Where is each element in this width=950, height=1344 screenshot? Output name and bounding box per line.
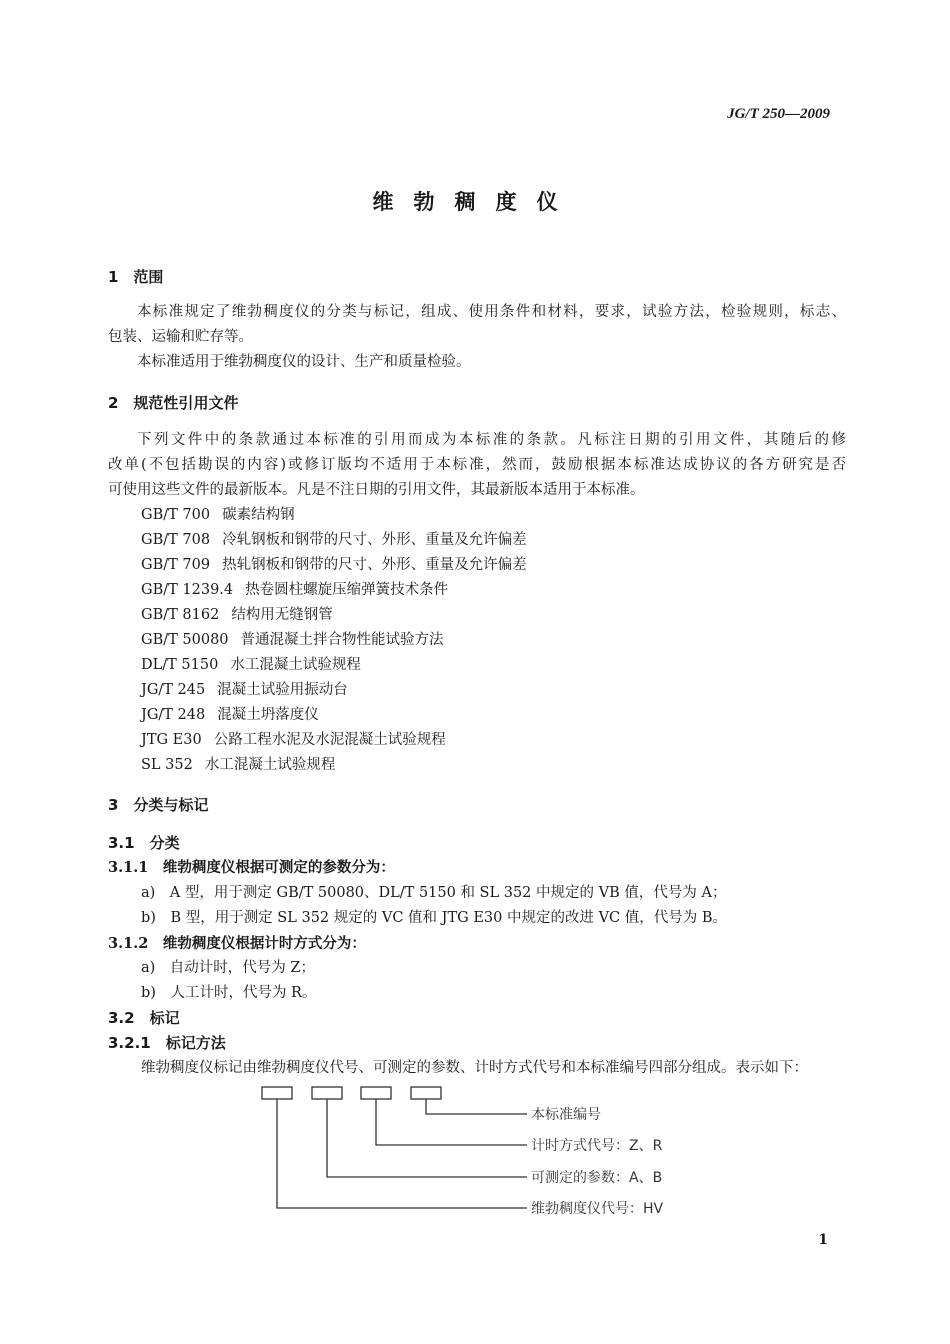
section-3-2-1-heading: 3.2.1 标记方法 — [108, 1034, 226, 1052]
section-1-para1-line1: 本标准规定了维勃稠度仪的分类与标记，组成、使用条件和材料，要求，试验方法，检验规则，标志、 — [137, 304, 846, 320]
reference-title: 结构用无缝钢管 — [231, 607, 333, 623]
document-title: 维勃稠度仪 — [372, 190, 578, 214]
reference-title: 混凝土试验用振动台 — [217, 682, 348, 698]
section-1-para1-line2: 包装、运输和贮存等。 — [108, 329, 253, 345]
diagram-box-3 — [361, 1087, 391, 1099]
reference-title: 水工混凝土试验规程 — [204, 757, 336, 773]
section-1-heading: 1 范围 — [108, 268, 164, 286]
section-3-1-heading: 3.1 分类 — [108, 834, 180, 852]
diagram-box-2 — [312, 1087, 342, 1099]
section-1-para2: 本标准适用于维勃稠度仪的设计、生产和质量检验。 — [137, 354, 471, 370]
section-2-intro-line1: 下列文件中的条款通过本标准的引用而成为本标准的条款。凡标注日期的引用文件，其随后的修 — [137, 432, 846, 448]
reference-code: JG/T 248 — [141, 707, 206, 723]
reference-code: JG/T 245 — [141, 682, 206, 698]
diagram-line-4 — [277, 1099, 527, 1208]
section-3-1-2-item-b: b) 人工计时，代号为 R。 — [141, 985, 317, 1001]
section-3-1-1-item-b: b) B 型，用于测定 SL 352 规定的 VC 值和 JTG E30 中规定的改进 VC 值，代号为 B。 — [141, 910, 728, 926]
reference-code: GB/T 50080 — [141, 632, 229, 648]
diagram-label-timing-code: 计时方式代号：Z、R — [531, 1138, 663, 1154]
diagram-line-1 — [426, 1099, 527, 1114]
diagram-label-instrument-code: 维勃稠度仪代号：HV — [531, 1201, 664, 1217]
diagram-box-4 — [411, 1087, 441, 1099]
section-2-intro-line3: 可使用这些文件的最新版本。凡是不注日期的引用文件，其最新版本适用于本标准。 — [108, 482, 645, 498]
reference-title: 混凝土坍落度仪 — [217, 707, 319, 723]
reference-title: 普通混凝土拌合物性能试验方法 — [240, 632, 444, 648]
diagram-line-3 — [327, 1099, 527, 1177]
reference-code: GB/T 708 — [141, 532, 211, 548]
diagram-line-2 — [376, 1099, 527, 1145]
diagram-label-standard-number: 本标准编号 — [531, 1107, 601, 1123]
reference-code: SL 352 — [141, 757, 193, 773]
diagram-box-1 — [262, 1087, 292, 1099]
section-3-heading: 3 分类与标记 — [108, 796, 209, 814]
diagram-label-parameter: 可测定的参数：A、B — [531, 1170, 663, 1186]
section-2-intro-line2: 改单(不包括勘误的内容)或修订版均不适用于本标准，然而，鼓励根据本标准达成协议的各方研究是否 — [108, 457, 846, 473]
section-3-1-2: 3.1.2 维勃稠度仪根据计时方式分为： — [108, 935, 366, 952]
section-3-1-1-item-a: a) A 型，用于测定 GB/T 50080、DL/T 5150 和 SL 352 中规定的 VB 值，代号为 A； — [141, 885, 727, 901]
reference-code: GB/T 700 — [141, 507, 211, 523]
reference-title: 热轧钢板和钢带的尺寸、外形、重量及允许偏差 — [222, 557, 527, 573]
standard-number: JG/T 250—2009 — [727, 106, 830, 122]
reference-title: 碳素结构钢 — [222, 507, 295, 523]
section-3-2-1-text: 维勃稠度仪标记由维勃稠度仪代号、可测定的参数、计时方式代号和本标准编号四部分组成。表示如下： — [141, 1060, 808, 1076]
reference-title: 冷轧钢板和钢带的尺寸、外形、重量及允许偏差 — [222, 532, 527, 548]
section-3-1-2-item-a: a) 自动计时，代号为 Z； — [141, 960, 315, 976]
section-3-1-1: 3.1.1 维勃稠度仪根据可测定的参数分为： — [108, 859, 395, 876]
reference-title: 水工混凝土试验规程 — [230, 657, 361, 673]
reference-code: GB/T 8162 — [141, 607, 220, 623]
section-2-heading: 2 规范性引用文件 — [108, 394, 239, 412]
reference-code: JTG E30 — [141, 732, 202, 748]
reference-title: 公路工程水泥及水泥混凝土试验规程 — [213, 732, 446, 748]
reference-code: GB/T 1239.4 — [141, 582, 234, 598]
page-number: 1 — [818, 1232, 828, 1248]
reference-code: DL/T 5150 — [141, 657, 219, 673]
reference-title: 热卷圆柱螺旋压缩弹簧技术条件 — [245, 582, 449, 598]
section-3-2-heading: 3.2 标记 — [108, 1009, 180, 1027]
reference-code: GB/T 709 — [141, 557, 211, 573]
